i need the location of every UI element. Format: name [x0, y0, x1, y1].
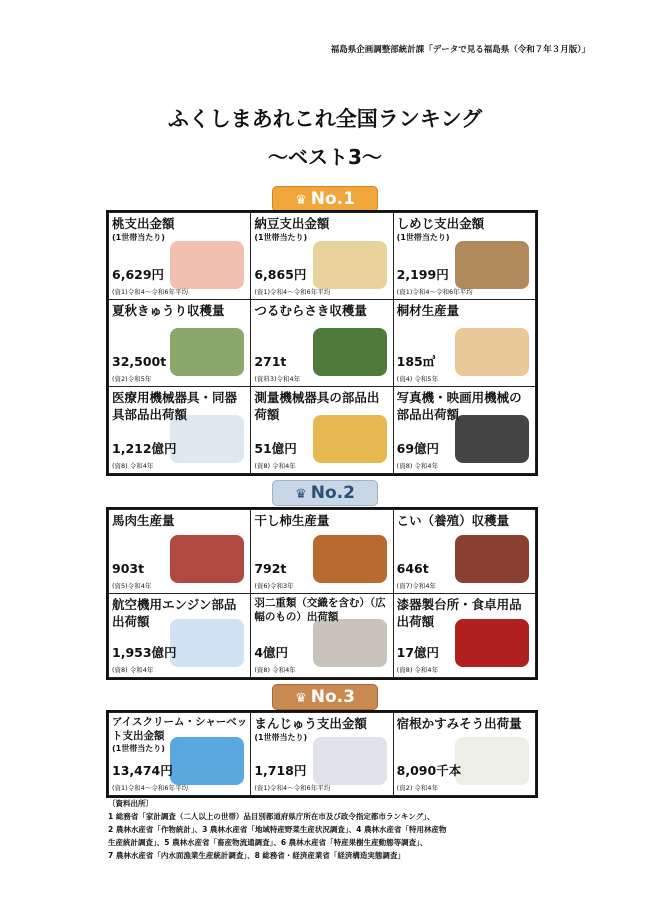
rank-1-table — [108, 212, 536, 474]
item-note: (1世帯当たり) — [254, 233, 308, 242]
item-source: (資4) 令和5年 — [396, 375, 439, 383]
item-source: (資5)令和4年 — [112, 582, 152, 590]
item-name-text: 羽二重類（交織を含む）（広幅のもの）出荷額 — [254, 597, 386, 623]
item-name — [254, 715, 389, 743]
item-name-text: 航空機用エンジン部品出荷額 — [112, 597, 237, 629]
ranking-cell — [109, 510, 251, 594]
crown-icon: ♛ — [295, 487, 307, 502]
ranking-cell — [393, 387, 535, 474]
item-value: 69億円 — [396, 441, 440, 456]
ranking-cell — [393, 510, 535, 594]
cell-body — [254, 215, 389, 297]
crown-icon: ♛ — [295, 691, 307, 706]
cell-body — [112, 302, 247, 384]
footer-line: 生産統計調査」、5 農林水産省「畜産物流通調査」、6 農林水産省「特産果樹生産動態等調査」、 — [108, 838, 428, 847]
item-value: 792t — [254, 561, 287, 576]
item-value: 1,718円 — [254, 763, 307, 778]
item-source: (資2) 令和4年 — [396, 784, 439, 792]
item-source: (資2)令和5年 — [112, 375, 152, 383]
ranking-cell — [393, 713, 535, 796]
ranking-cell — [251, 713, 393, 796]
item-name — [254, 215, 389, 243]
item-name — [397, 215, 532, 243]
item-name-text: 納豆支出金額 — [254, 216, 330, 231]
rank-2-table — [108, 509, 536, 678]
item-name — [112, 215, 247, 243]
item-name — [397, 715, 532, 732]
item-value: 17億円 — [396, 645, 440, 660]
item-name-text: 桃支出金額 — [112, 216, 175, 231]
rank-label: No.1 — [310, 189, 355, 209]
cell-body — [397, 596, 532, 675]
item-value: 6,865円 — [254, 267, 307, 282]
item-source: (資6)令和3年 — [254, 582, 294, 590]
rank-label: No.2 — [310, 483, 355, 503]
page-title: ふくしまあれこれ全国ランキング — [167, 107, 483, 131]
ranking-cell — [393, 594, 535, 678]
item-name — [397, 596, 532, 630]
item-value: 51億円 — [254, 441, 297, 456]
footer-line: 2 農林水産省「作物統計」、3 農林水産省「地域特産野菜生産状況調査」、4 農林水産省「特用林産物 — [108, 825, 447, 834]
cell-body — [254, 389, 389, 471]
footer-line: 7 農林水産省「内水面漁業生産統計調査」、8 総務省・経済産業省「経済構造実態調査」 — [108, 851, 405, 860]
item-source: (資1)令和4～令和6年平均 — [254, 784, 331, 792]
ranking-cell — [109, 594, 251, 678]
cell-body — [397, 215, 532, 297]
item-name-text: 医療用機械器具・同器具部品出荷額 — [112, 390, 238, 422]
item-source: (資8) 令和4年 — [396, 462, 439, 470]
ranking-cell — [109, 713, 251, 796]
item-source: (資1)令和4～令和6年平均 — [112, 784, 188, 792]
cell-body — [397, 715, 532, 793]
item-source: (資8) 令和4年 — [112, 666, 154, 674]
item-name-text: 干し柿生産量 — [254, 513, 330, 528]
item-value: 1,212億円 — [112, 441, 177, 456]
item-name-text: 宿根かすみそう出荷量 — [396, 716, 522, 731]
ranking-cell — [109, 387, 251, 474]
item-value: 2,199円 — [396, 267, 449, 282]
ranking-cell — [251, 510, 393, 594]
cell-body — [112, 389, 247, 471]
cell-body — [112, 215, 247, 297]
item-name — [112, 596, 247, 630]
item-name — [112, 389, 247, 423]
ranking-cell — [251, 387, 393, 474]
ranking-cell — [251, 594, 393, 678]
cell-body — [397, 512, 532, 591]
rank-badge-3 — [272, 684, 378, 710]
header-source: 福島県企画調整部統計課「データで見る福島県（令和７年３月版）」 — [330, 45, 590, 55]
rank-badge-2 — [272, 480, 378, 506]
item-name-text: 測量機械器具の部品出荷額 — [254, 390, 380, 422]
cell-body — [254, 302, 389, 384]
item-name — [112, 512, 247, 529]
item-value: 1,953億円 — [112, 645, 177, 660]
item-source: (資8) 令和4年 — [254, 462, 296, 470]
ranking-cell — [251, 213, 393, 300]
cell-body — [254, 596, 389, 675]
item-name-text: しめじ支出金額 — [396, 216, 485, 231]
cell-body — [254, 512, 389, 591]
cell-body — [397, 302, 532, 384]
item-value: 4億円 — [254, 645, 289, 660]
page-subtitle: ～ベスト3～ — [268, 145, 382, 169]
item-value: 185㎥ — [396, 354, 436, 369]
item-source: (資1)令和4～令和6年平均 — [254, 288, 331, 296]
item-name-text: アイスクリーム・シャーベット支出金額 — [112, 716, 248, 742]
sources-footer — [108, 797, 650, 862]
item-value: 903t — [112, 561, 145, 576]
cell-body — [254, 715, 389, 793]
item-name — [397, 302, 532, 319]
item-name — [254, 512, 389, 529]
rank-label: No.3 — [310, 687, 355, 707]
item-name-text: つるむらさき収穫量 — [254, 303, 367, 318]
footer-line: 1 総務省「家計調査（二人以上の世帯）品目別都道府県庁所在市及び政令指定都市ランキング」、 — [108, 812, 435, 821]
item-source: (資8) 令和4年 — [254, 666, 296, 674]
item-value: 271t — [254, 354, 287, 369]
item-value: 32,500t — [112, 354, 167, 369]
item-source: (資1)令和4～令和6年平均 — [396, 288, 473, 296]
ranking-cell — [109, 300, 251, 387]
item-source: (資7)令和4年 — [396, 582, 436, 590]
item-source: (資料3)令和4年 — [254, 375, 301, 383]
item-note: (1世帯当たり) — [112, 744, 165, 753]
item-name-text: こい（養殖）収穫量 — [396, 513, 510, 528]
item-name-text: 桐材生産量 — [396, 303, 460, 318]
item-name — [254, 596, 389, 624]
item-name — [112, 302, 247, 319]
crown-icon: ♛ — [295, 193, 307, 208]
item-name-text: 漆器製台所・食卓用品出荷額 — [396, 597, 522, 629]
item-name — [397, 512, 532, 529]
cell-body — [112, 715, 247, 793]
item-value: 13,474円 — [112, 763, 173, 778]
item-name-text: まんじゅう支出金額 — [254, 716, 367, 731]
cell-body — [397, 389, 532, 471]
rank-3-table — [108, 712, 536, 796]
cell-body — [112, 596, 247, 675]
item-name — [254, 302, 389, 319]
ranking-cell — [393, 300, 535, 387]
cell-body — [112, 512, 247, 591]
ranking-cell — [393, 213, 535, 300]
item-value: 6,629円 — [112, 267, 165, 282]
ranking-cell — [251, 300, 393, 387]
item-name — [254, 389, 389, 423]
item-source: (資8) 令和4年 — [396, 666, 439, 674]
item-note: (1世帯当たり) — [254, 733, 308, 742]
item-note: (1世帯当たり) — [396, 233, 450, 242]
footer-heading: 〔資料出所〕 — [108, 799, 153, 808]
item-source: (資1)令和4～令和6年平均 — [112, 288, 188, 296]
item-name-text: 夏秋きゅうり収穫量 — [112, 303, 225, 318]
rank-badge-1 — [272, 186, 378, 212]
item-name — [397, 389, 532, 423]
item-note: (1世帯当たり) — [112, 233, 165, 242]
item-name-text: 写真機・映画用機械の部品出荷額 — [396, 390, 522, 422]
item-value: 646t — [396, 561, 429, 576]
item-name-text: 馬肉生産量 — [112, 513, 175, 528]
ranking-cell — [109, 213, 251, 300]
item-name — [112, 715, 247, 754]
item-source: (資8) 令和4年 — [112, 462, 154, 470]
item-value: 8,090千本 — [396, 763, 462, 778]
